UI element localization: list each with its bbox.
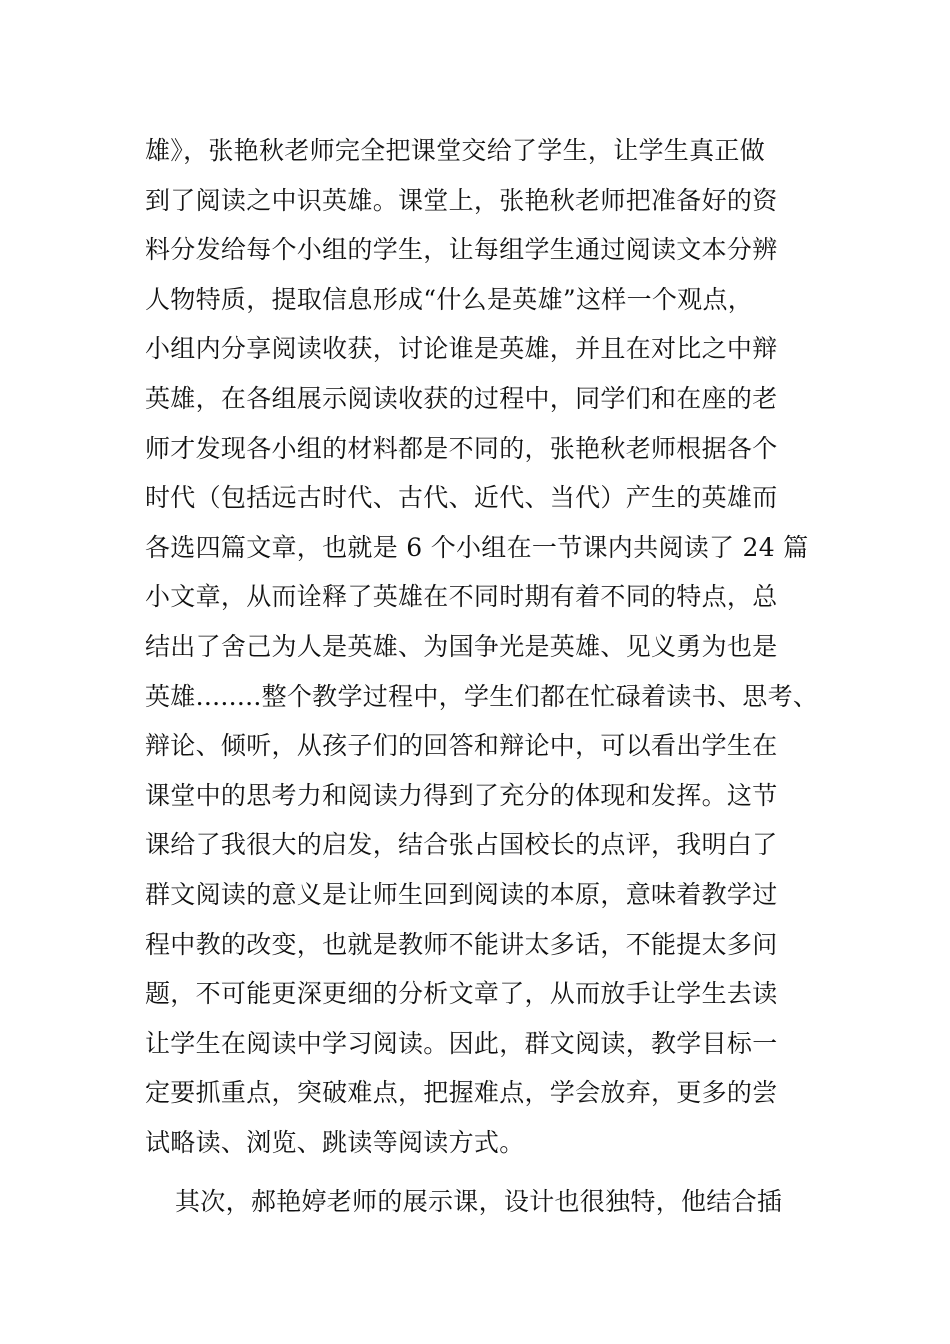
text-line: 各选四篇文章，也就是 6 个小组在一节课内共阅读了 24 篇 <box>145 532 809 562</box>
text-line: 程中教的改变，也就是教师不能讲太多话，不能提太多问 <box>145 929 778 959</box>
text-line: 结出了舍己为人是英雄、为国争光是英雄、见义勇为也是 <box>145 631 778 661</box>
text-line: 定要抓重点，突破难点，把握难点，学会放弃，更多的尝 <box>145 1078 778 1108</box>
text-line: 小文章，从而诠释了英雄在不同时期有着不同的特点，总 <box>145 582 778 612</box>
text-line: 料分发给每个小组的学生，让每组学生通过阅读文本分辨 <box>145 235 778 265</box>
text-line: 人物特质，提取信息形成“什么是英雄”这样一个观点， <box>145 284 754 314</box>
text-line: 师才发现各小组的材料都是不同的，张艳秋老师根据各个 <box>145 433 778 463</box>
text-line: 课堂中的思考力和阅读力得到了充分的体现和发挥。这节 <box>145 780 778 810</box>
text-line: 到了阅读之中识英雄。课堂上，张艳秋老师把准备好的资 <box>145 185 778 215</box>
text-line: 小组内分享阅读收获，讨论谁是英雄，并且在对比之中辩 <box>145 334 778 364</box>
text-line: 英雄........整个教学过程中，学生们都在忙碌着读书、思考、 <box>145 681 819 711</box>
text-line: 群文阅读的意义是让师生回到阅读的本原，意味着教学过 <box>145 879 778 909</box>
text-line: 英雄，在各组展示阅读收获的过程中，同学们和在座的老 <box>145 383 778 413</box>
text-line: 辩论、倾听，从孩子们的回答和辩论中，可以看出学生在 <box>145 731 778 761</box>
text-line: 课给了我很大的启发，结合张占国校长的点评，我明白了 <box>145 830 778 860</box>
text-line: 让学生在阅读中学习阅读。因此，群文阅读，教学目标一 <box>145 1028 778 1058</box>
paragraph-first-line: 其次，郝艳婷老师的展示课，设计也很独特，他结合插 <box>175 1187 783 1217</box>
body-text <box>145 126 845 1227</box>
text-line: 雄》，张艳秋老师完全把课堂交给了学生，让学生真正做 <box>145 136 766 165</box>
text-line: 试略读、浏览、跳读等阅读方式。 <box>145 1127 525 1157</box>
text-line: 时代（包括远古时代、古代、近代、当代）产生的英雄而 <box>145 483 778 513</box>
text-line: 题，不可能更深更细的分析文章了，从而放手让学生去读 <box>145 979 778 1009</box>
